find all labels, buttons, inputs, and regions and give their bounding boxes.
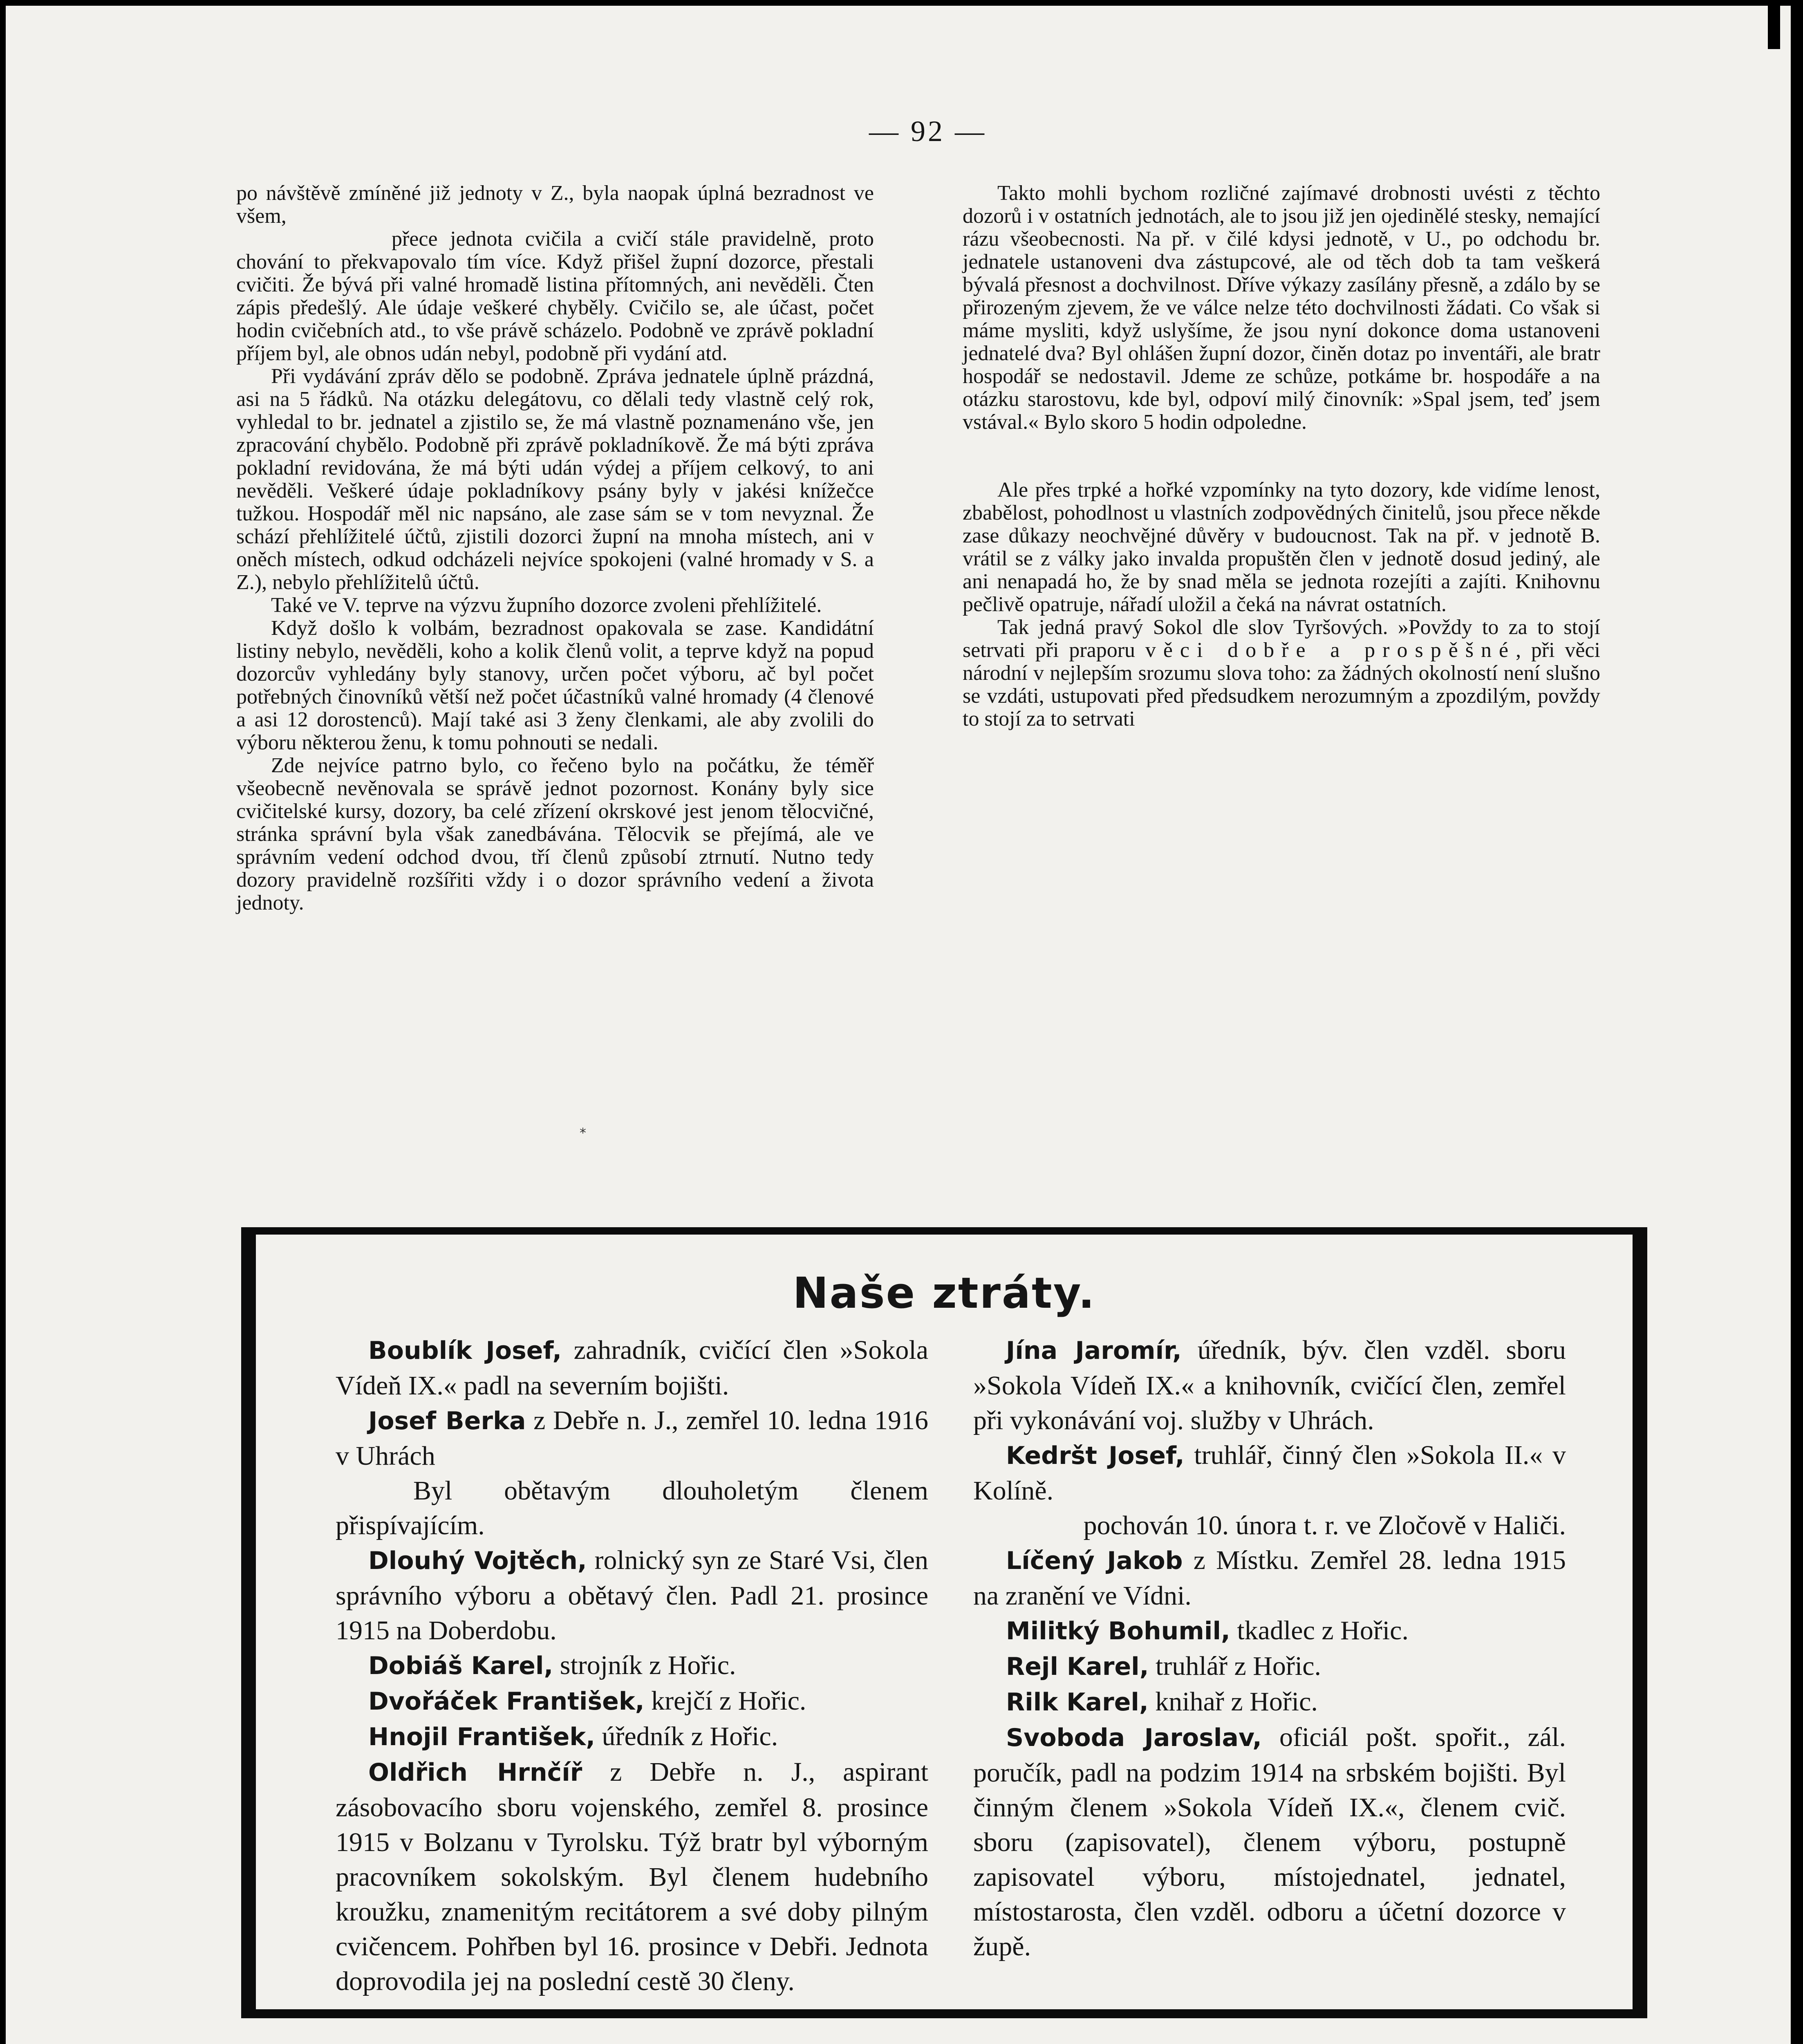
left-text-column bbox=[236, 182, 874, 914]
obituary-entry bbox=[973, 1684, 1566, 1720]
scan-frame-mark bbox=[1768, 0, 1780, 49]
obituary-entry bbox=[336, 1473, 928, 1543]
paragraph: přece jednota cvičila a cvičí stále pravidelně, proto chování to překvapovalo tím více. Když přišel župní dozorce, přestali cvičiti. Že bývá při valné hromadě listina přítomných, ani nevěděli. Čten zápis předešlý. Ale údaje veškeré chyběly. Cvičilo se, ale účast, počet hodin cvičebních atd., to vše právě scházelo. Podobně ve zprávě pokladní příjem byl, ale obnos udán nebyl, podobně při vydání atd. bbox=[236, 227, 874, 365]
quote-spaced: věci dobře a prospěšné bbox=[1145, 639, 1516, 662]
obituary-title: Naše ztráty. bbox=[793, 1268, 1096, 1318]
obituary-entry bbox=[336, 1719, 928, 1755]
paragraph: Při vydávání zpráv dělo se podobně. Zpráva jednatele úplně prázdná, asi na 5 řádků. Na otázku delegátovu, co dělali tedy vlastně celý rok, vyhledal to br. jednatel a zjistilo se, že má vlastně poznamenáno vše, jen zpracování chybělo. Podobně při zprávě pokladníkově. Že má býti zpráva pokladní revidována, že má býti udán výdej a příjem celkový, to ani nevěděli. Veškeré údaje pokladníkovy psány byly v jakési knížečce tužkou. Hospodář měl nic napsáno, ale zase sám se v tom nevyznal. Že schází přehlížitelé účtů, zjistili dozorci župní na mnoha místech, ani v oněch místech, odkud odcházeli nejvíce spokojeni (valné hromady v S. a Z.), nebylo přehlížitelů účtů. bbox=[236, 365, 874, 594]
obituary-text: rolnický syn ze Staré Vsi, člen správního výboru a obětavý člen. Padl 21. prosince 1915 na Doberdobu. bbox=[336, 1545, 928, 1645]
paragraph: Takto mohli bychom rozličné zajímavé drobnosti uvésti z těchto dozorů i v ostatních jednotách, ale to jsou již jen ojedinělé stesky, nemající rázu všeobecnosti. Na př. v čilé kdysi jednotě, v U., po odchodu br. jednatele ustanoveni dva zástupcové, ale od těch dob ta tam veškerá bývalá přesnost a dochvilnost. Dříve výkazy zasílány přesně, a zdálo by se přirozeným zjevem, že ve válce nelze této dochvilnosti žádati. Co však si máme mysliti, když uslyšíme, že jsou nyní dokonce doma ustanoveni jednatelé dva? Byl ohlášen župní dozor, činěn dotaz po inventáři, ale bratr hospodář se nedostavil. Jdeme ze schůze, potkáme br. hospodáře a na otázku starostovu, kde byl, odpoví milý činovník: »Spal jsem, teď jsem vstával.« Bylo skoro 5 hodin odpoledne. bbox=[963, 182, 1600, 434]
scan-frame-left bbox=[0, 0, 6, 2044]
obituary-name: Hnojil František, bbox=[368, 1723, 596, 1751]
obituary-text: tkadlec z Hořic. bbox=[1230, 1616, 1409, 1645]
obituary-text: Byl obětavým dlouholetým členem přispívajícím. bbox=[336, 1476, 928, 1540]
obituary-entry bbox=[336, 1683, 928, 1719]
obituary-name: Svoboda Jaroslav, bbox=[1006, 1724, 1262, 1752]
obituary-column-right bbox=[973, 1333, 1566, 1964]
scan-frame-top bbox=[0, 0, 1803, 6]
obituary-name: Boublík Josef, bbox=[368, 1336, 562, 1365]
obituary-text: úředník, býv. člen vzděl. sboru »Sokola Vídeň IX.« a knihovník, cvičící člen, zemřel při vykonávání voj. služby v Uhrách. bbox=[973, 1335, 1566, 1435]
obituary-text: z Debře n. J., aspirant zásobovacího sboru vojenského, zemřel 8. prosince 1915 v Bolzanu v Tyrolsku. Týž bratr byl výborným pracovníkem sokolským. Byl členem hudebního kroužku, znamenitým recitátorem a své doby pilným cvičencem. Pohřben byl 16. prosince v Debři. Jednota doprovodila jej na poslední cestě 30 členy. bbox=[336, 1757, 928, 1996]
obituary-column-left bbox=[336, 1333, 928, 1999]
obituary-name: Rilk Karel, bbox=[1006, 1688, 1149, 1717]
obituary-text: z Místku. Zemřel 28. ledna 1915 na zranění ve Vídni. bbox=[973, 1545, 1566, 1611]
obituary-entry bbox=[336, 1403, 928, 1473]
paragraph bbox=[963, 616, 1600, 731]
obituary-entry bbox=[973, 1720, 1566, 1964]
obituary-entry bbox=[973, 1613, 1566, 1649]
obituary-entry bbox=[973, 1508, 1566, 1543]
obituary-name: Josef Berka bbox=[368, 1407, 526, 1435]
obituary-box bbox=[241, 1227, 1647, 2018]
obituary-name: Dlouhý Vojtěch, bbox=[368, 1546, 587, 1575]
obituary-text: knihař z Hořic. bbox=[1148, 1687, 1318, 1717]
obituary-name: Rejl Karel, bbox=[1006, 1652, 1149, 1681]
obituary-entry bbox=[973, 1649, 1566, 1684]
obituary-name: Oldřich Hrnčíř bbox=[368, 1758, 582, 1787]
paragraph: Zde nejvíce patrno bylo, co řečeno bylo na počátku, že téměř všeobecně nevěnovala se správě jednot pozornost. Konány byly sice cvičitelské kursy, dozory, ba celé zřízení okrskové jest jenom tělocvičné, stránka správní byla však zanedbávána. Tělocvik se přejímá, ale ve správním vedení odchod dvou, tří členů způsobí ztrnutí. Nutno tedy dozory pravidelně rozšířiti vždy i o dozor správního vedení a života jednoty. bbox=[236, 754, 874, 914]
obituary-name: Dobiáš Karel, bbox=[368, 1652, 553, 1680]
obituary-name: Militký Bohumil, bbox=[1006, 1617, 1230, 1645]
obituary-name: Kedršt Josef, bbox=[1006, 1441, 1185, 1470]
obituary-text: truhlář z Hořic. bbox=[1149, 1651, 1321, 1681]
quote-end: , při věci národní v nejlepším srozumu slova toho: za žádných okolností není slušno se vzdáti, ustupovati před předsudkem nerozumným a zpozdilým, povždy to stojí za to setrvati bbox=[963, 639, 1601, 731]
paragraph: po návštěvě zmíněné již jednoty v Z., byla naopak úplná bezradnost ve všem, bbox=[236, 182, 874, 228]
obituary-entry bbox=[336, 1333, 928, 1403]
obituary-text: krejčí z Hořic. bbox=[644, 1686, 806, 1716]
paragraph: Také ve V. teprve na výzvu župního dozorce zvoleni přehlížitelé. bbox=[271, 594, 822, 617]
obituary-name: Líčený Jakob bbox=[1006, 1546, 1183, 1575]
obituary-text: strojník z Hořic. bbox=[553, 1650, 736, 1680]
decorative-mark: * bbox=[580, 1125, 586, 1141]
obituary-entry bbox=[336, 1648, 928, 1683]
obituary-text: z Debře n. J., zemřel 10. ledna 1916 v Uhrách bbox=[336, 1405, 928, 1471]
paragraph: Ale přes trpké a hořké vzpomínky na tyto dozory, kde vidíme lenost, zbabělost, pohodlnost u vlastních zodpovědných činitelů, jsou přece někde zase důkazy neochvějné důvěry v budoucnost. Tak na př. v jednotě B. vrátil se z války jako invalda propuštěn člen v jednotě dosud jediný, ale ani nenapadá ho, že by snad měla se jednota rozejíti a zajíti. Knihovnu pečlivě opatruje, nářadí uložil a čeká na návrat ostatních. bbox=[963, 478, 1600, 616]
obituary-entry bbox=[973, 1333, 1566, 1438]
obituary-entry bbox=[336, 1755, 928, 1999]
obituary-entry bbox=[336, 1543, 928, 1648]
right-text-column bbox=[963, 182, 1600, 731]
obituary-text: truhlář, činný člen »Sokola II.« v Kolíně. bbox=[973, 1440, 1566, 1506]
obituary-text: oficiál pošt. spořit., zál. poručík, padl na podzim 1914 na srbském bojišti. Byl činným členem »Sokola Vídeň IX.«, členem cvič. sboru (zapisovatel), členem výboru, postupně zapisovatel výboru, místojednatel, jednatel, místostarosta, člen vzděl. odboru a účetní dozorce v župě. bbox=[973, 1722, 1566, 1961]
obituary-text: zahradník, cvičící člen »Sokola Vídeň IX.« padl na severním bojišti. bbox=[336, 1335, 929, 1401]
obituary-name: Dvořáček František, bbox=[368, 1687, 645, 1716]
obituary-text: pochován 10. února t. r. ve Zločově v Haliči. bbox=[1083, 1511, 1566, 1540]
obituary-name: Jína Jaromír, bbox=[1006, 1336, 1182, 1365]
scan-frame-right bbox=[1791, 0, 1803, 2044]
obituary-entry bbox=[973, 1543, 1566, 1613]
obituary-entry bbox=[973, 1438, 1566, 1508]
quote-start: Tak jedná pravý Sokol dle slov Tyršových. »Povždy to za to stojí setrvati při praporu bbox=[963, 616, 1600, 662]
page-number: — 92 — bbox=[869, 115, 987, 148]
paragraph: Když došlo k volbám, bezradnost opakovala se zase. Kandidátní listiny nebylo, nevěděli, koho a kolik členů volit, a teprve když na popud dozorcův vyhledány byly stanovy, určen počet výboru, ač byl počet potřebných činovníků větší než počet účastníků valné hromady (4 členové a asi 12 dorostenců). Mají také asi 3 ženy členkami, ale aby zvolili do výboru některou ženu, k tomu pohnouti se nedali. bbox=[236, 616, 874, 754]
obituary-text: úředník z Hořic. bbox=[595, 1721, 778, 1751]
